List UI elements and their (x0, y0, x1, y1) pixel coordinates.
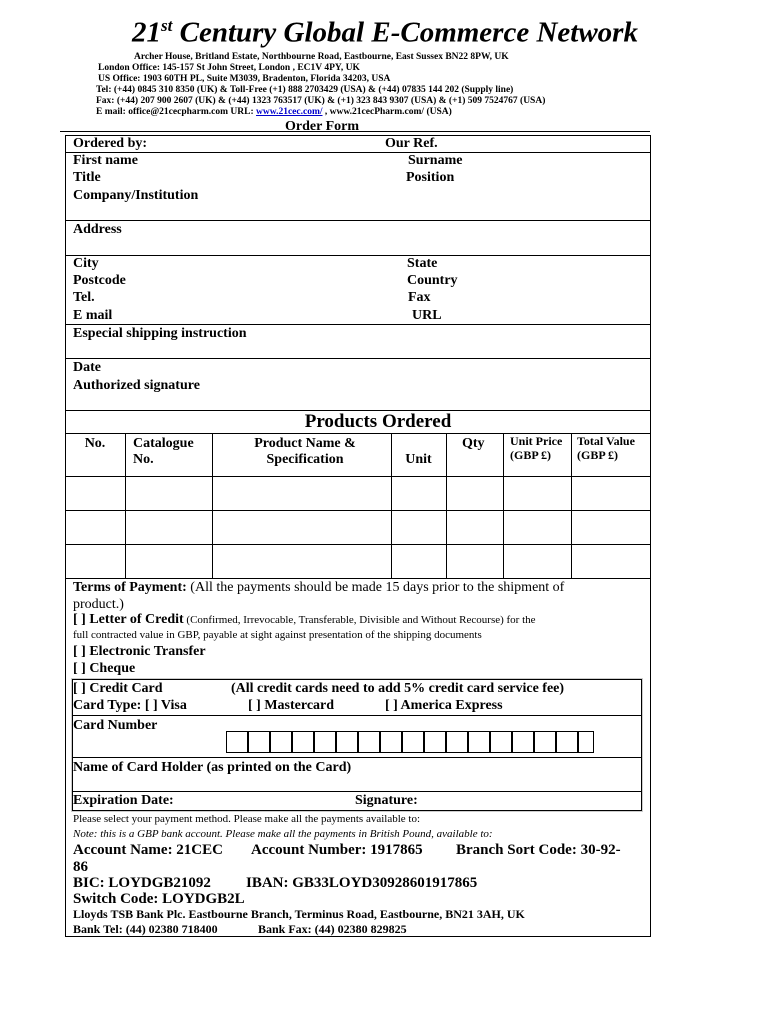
postcode-label: Postcode (73, 273, 126, 288)
col-unit-price: Unit Price (GBP £) (510, 434, 563, 462)
account-name: Account Name: 21CEC (73, 842, 223, 858)
date-label: Date (73, 360, 101, 375)
divider (60, 131, 650, 132)
authorized-signature-label: Authorized signature (73, 378, 200, 393)
col-unit: Unit (405, 452, 432, 467)
company-label: Company/Institution (73, 188, 199, 203)
signature-label: Signature: (355, 793, 418, 808)
fax-label: Fax (408, 290, 431, 305)
col-qty: Qty (462, 436, 485, 451)
us-office-line: US Office: 1903 60TH PL, Suite M3039, Bradenton, Florida 34203, USA (98, 74, 391, 84)
col-product: Product Name & Specification (254, 436, 356, 467)
bank-fax: Bank Fax: (44) 02380 829825 (258, 922, 407, 936)
bic-code: BIC: LOYDGB21092 (73, 875, 211, 891)
products-heading: Products Ordered (304, 411, 452, 432)
address-line: Archer House, Britland Estate, Northbourne Road, Eastbourne, East Sussex BN22 8PW, UK (134, 52, 509, 62)
credit-card-option[interactable]: [ ] Credit Card (73, 681, 163, 696)
london-office-line: London Office: 145-157 St John Street, London , EC1V 4PY, UK (98, 63, 360, 73)
url-label: URL (412, 308, 442, 323)
city-label: City (73, 256, 99, 271)
card-type-visa[interactable]: Card Type: [ ] Visa (73, 698, 187, 713)
surname-label: Surname (408, 153, 463, 168)
account-number: Account Number: 1917865 (251, 842, 423, 858)
branch-sort-code-cont: 86 (73, 859, 88, 875)
card-holder-label: Name of Card Holder (as printed on the Card) (73, 760, 352, 775)
form-title: Order Form (285, 119, 359, 134)
tel-line: Tel: (+44) 0845 310 8350 (UK) & Toll-Free (+1) 888 2703429 (USA) & (+44) 07835 144 202 (Supply line) (96, 85, 514, 95)
col-no: No. (84, 436, 106, 451)
letter-of-credit-option[interactable]: [ ] Letter of Credit (Confirmed, Irrevocable, Transferable, Divisible and Without Recourse) for the (73, 612, 536, 627)
fax-line: Fax: (+44) 207 900 2607 (UK) & (+44) 1323 763517 (UK) & (+1) 323 843 9307 (USA) & (+1) 509 7524767 (USA) (96, 96, 546, 106)
first-name-label: First name (73, 153, 138, 168)
our-ref-label: Our Ref. (385, 136, 438, 151)
col-total-value: Total Value (GBP £) (577, 434, 635, 462)
bank-tel: Bank Tel: (44) 02380 718400 (73, 922, 218, 936)
electronic-transfer-option[interactable]: [ ] Electronic Transfer (73, 644, 206, 659)
website-link[interactable]: www.21cec.com/ (256, 107, 323, 117)
state-label: State (407, 256, 438, 271)
shipping-label: Especial shipping instruction (73, 326, 247, 341)
terms-of-payment: Terms of Payment: (All the payments should be made 15 days prior to the shipment of (73, 580, 565, 595)
company-title: 21st Century Global E-Commerce Network (132, 16, 638, 49)
credit-card-note: (All credit cards need to add 5% credit card service fee) (231, 681, 565, 696)
address-label: Address (73, 222, 122, 237)
terms-text-cont: product.) (73, 597, 124, 612)
ordered-by-label: Ordered by: (73, 136, 148, 151)
lc-detail: full contracted value in GBP, payable at sight against presentation of the shipping documents (73, 629, 482, 641)
branch-sort-code: Branch Sort Code: 30-92- (456, 842, 621, 858)
title-label: Title (73, 170, 101, 185)
col-catalogue: Catalogue No. (133, 436, 194, 467)
switch-code: Switch Code: LOYDGB2L (73, 891, 245, 907)
card-type-mastercard[interactable]: [ ] Mastercard (248, 698, 335, 713)
iban-code: IBAN: GB33LOYD30928601917865 (246, 875, 478, 891)
position-label: Position (406, 170, 455, 185)
select-payment-note: Please select your payment method. Please make all the payments available to: (73, 813, 420, 825)
email-label: E mail (73, 308, 113, 323)
email-url-line: E mail: office@21cecpharm.com URL: www.21cec.com/ , www.21cecPharm.com/ (USA) (96, 107, 452, 117)
expiration-date-label: Expiration Date: (73, 793, 174, 808)
card-type-amex[interactable]: [ ] America Express (385, 698, 503, 713)
tel-label: Tel. (73, 290, 95, 305)
country-label: Country (407, 273, 458, 288)
cheque-option[interactable]: [ ] Cheque (73, 661, 136, 676)
card-number-label: Card Number (73, 718, 158, 733)
gbp-account-note: Note: this is a GBP bank account. Please make all the payments in British Pound, available to: (73, 828, 493, 840)
bank-address: Lloyds TSB Bank Plc. Eastbourne Branch, Terminus Road, Eastbourne, BN21 3AH, UK (73, 907, 525, 921)
